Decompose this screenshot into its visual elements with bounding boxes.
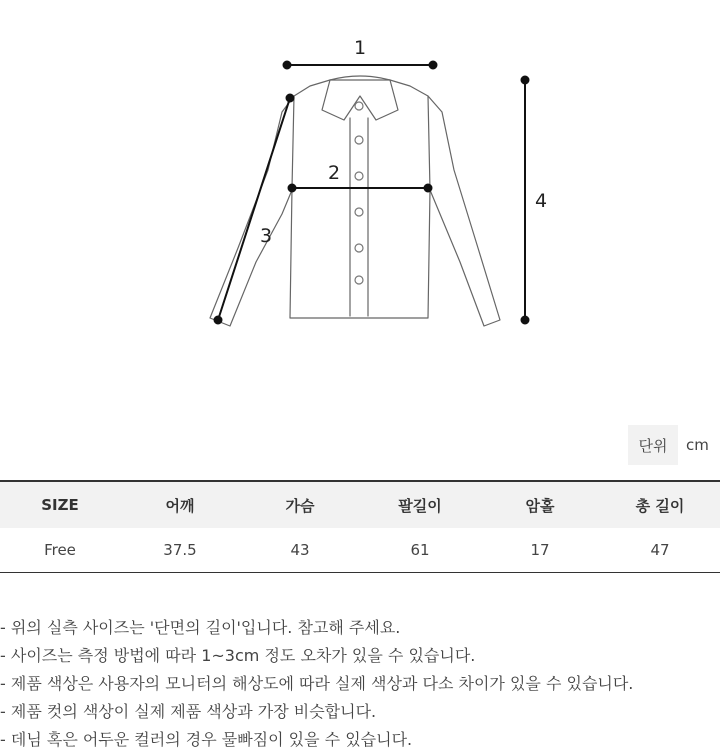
header-sleeve: 팔길이	[360, 481, 480, 528]
label-4: 4	[534, 190, 548, 212]
cell-sleeve: 61	[410, 541, 430, 559]
unit-label: 단위	[628, 425, 678, 465]
header-armhole: 암홀	[480, 481, 600, 528]
header-shoulder: 어깨	[120, 481, 240, 528]
shirt-buttons	[355, 102, 363, 284]
table-header-row	[0, 481, 720, 528]
header-size: SIZE	[0, 481, 120, 528]
cell-length: 47	[650, 541, 670, 559]
label-3: 3	[259, 225, 273, 247]
note-item: - 제품 컷의 색상이 실제 제품 색상과 가장 비슷합니다.	[0, 702, 377, 721]
label-1: 1	[353, 37, 367, 59]
shirt-outline	[210, 76, 500, 326]
cell-shoulder: 37.5	[163, 541, 197, 559]
header-chest: 가슴	[240, 481, 360, 528]
table-row	[0, 528, 720, 573]
note-item: - 데님 혹은 어두운 컬러의 경우 물빠짐이 있을 수 있습니다.	[0, 730, 413, 749]
note-item: - 위의 실측 사이즈는 '단면의 길이'입니다. 참고해 주세요.	[0, 618, 401, 637]
size-table	[0, 480, 720, 573]
header-length: 총 길이	[600, 481, 720, 528]
unit-value: cm	[686, 436, 709, 454]
measurement-lines	[215, 62, 529, 324]
sleeve-line	[218, 98, 290, 320]
cell-size: Free	[44, 541, 76, 559]
notes-list	[0, 614, 720, 754]
unit-row	[0, 425, 720, 465]
cell-armhole: 17	[530, 541, 550, 559]
note-item: - 사이즈는 측정 방법에 따라 1~3cm 정도 오차가 있을 수 있습니다.	[0, 646, 476, 665]
cell-chest: 43	[290, 541, 310, 559]
note-item: - 제품 색상은 사용자의 모니터의 해상도에 따라 실제 색상과 다소 차이가 있을 수 있습니다.	[0, 674, 634, 693]
label-2: 2	[327, 162, 341, 184]
